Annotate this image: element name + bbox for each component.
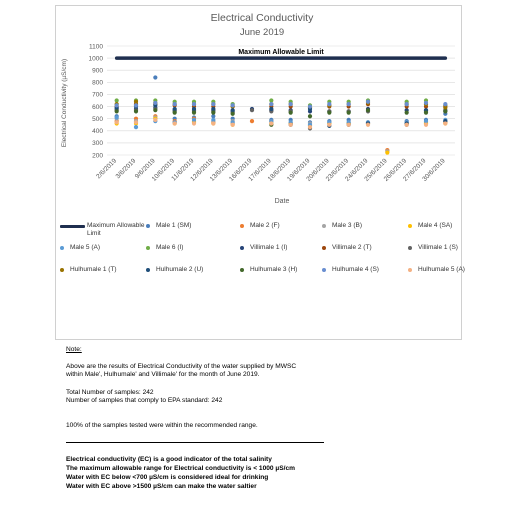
legend-label: Hulhumale 3 (H) <box>250 266 298 273</box>
legend-dot-marker <box>408 268 412 272</box>
data-point <box>173 107 177 111</box>
ec-info-line-2: The maximum allowable range for Electrical conductivity is < 1000 µS/cm <box>66 465 295 472</box>
note-intro-line-1: Above are the results of Electrical Conductivity of the water supplied by MWSC <box>66 363 297 370</box>
legend-label: Maximum Allowable Limit <box>87 222 145 237</box>
data-point <box>134 100 138 104</box>
ec-info-line-3: Water with EC below <700 µS/cm is considered ideal for drinking <box>66 474 269 481</box>
x-tick-labels <box>95 157 447 183</box>
data-point <box>347 102 351 106</box>
x-tick-label: 30/6/2019 <box>421 157 447 183</box>
data-point <box>308 114 312 118</box>
legend-dot-marker <box>240 246 244 250</box>
x-tick-label: 10/6/2019 <box>150 157 177 183</box>
data-point <box>211 102 215 106</box>
data-point <box>250 119 254 123</box>
x-tick-label: 23/6/2019 <box>324 157 351 183</box>
ec-info-line-1: Electrical conductivity (EC) is a good indicator of the total salinity <box>66 456 272 463</box>
data-point <box>424 119 428 123</box>
legend-dot-marker <box>60 246 64 250</box>
compliance-percentage: 100% of the samples tested were within the recommended range. <box>66 422 258 429</box>
data-point <box>269 107 273 111</box>
data-point <box>173 121 177 125</box>
data-point <box>231 103 235 107</box>
data-point <box>211 118 215 122</box>
divider <box>66 442 324 443</box>
data-point <box>269 102 273 106</box>
legend-label: Villimale 2 (T) <box>332 244 372 251</box>
data-point <box>327 102 331 106</box>
y-tick-label: 1000 <box>88 55 103 63</box>
limit-series <box>117 49 446 58</box>
x-tick-label: 18/6/2019 <box>266 157 293 183</box>
data-point <box>308 104 312 108</box>
data-point <box>289 111 293 115</box>
y-tick-label: 200 <box>92 152 103 160</box>
data-point <box>211 107 215 111</box>
x-tick-label: 3/6/2019 <box>114 157 138 181</box>
legend-dot-marker <box>146 246 150 250</box>
data-point <box>115 98 119 102</box>
legend-label: Male 5 (A) <box>70 244 100 251</box>
complying-samples: Number of samples that comply to EPA standard: 242 <box>66 397 223 404</box>
legend-label: Male 2 (F) <box>250 222 280 229</box>
data-point <box>289 123 293 127</box>
y-tick-label: 800 <box>92 79 103 87</box>
data-point <box>347 111 351 115</box>
legend-label: Villimale 1 (I) <box>250 244 288 251</box>
data-point <box>231 123 235 127</box>
legend-label: Male 6 (I) <box>156 244 184 251</box>
data-point <box>192 111 196 115</box>
data-point <box>327 111 331 115</box>
data-point <box>231 108 235 112</box>
data-point <box>269 121 273 125</box>
data-point <box>134 120 138 124</box>
data-point <box>443 106 447 110</box>
legend-dot-marker <box>146 268 150 272</box>
limit-label: Maximum Allowable Limit <box>238 49 324 57</box>
legend-dot-marker <box>322 268 326 272</box>
x-tick-label: 2/6/2019 <box>95 157 119 181</box>
data-point <box>173 111 177 115</box>
x-tick-label: 12/6/2019 <box>189 157 215 183</box>
data-point <box>424 123 428 127</box>
legend-dot-marker <box>240 224 244 228</box>
data-point <box>424 111 428 115</box>
x-tick-label: 26/6/2019 <box>382 157 409 183</box>
data-point <box>192 102 196 106</box>
legend-label: Hulhumale 5 (A) <box>418 266 465 273</box>
data-point <box>366 108 370 112</box>
x-tick-label: 24/6/2019 <box>344 157 370 183</box>
legend-label: Male 1 (SM) <box>156 222 192 229</box>
data-point <box>443 121 447 125</box>
legend-dot-marker <box>408 246 412 250</box>
data-point <box>424 101 428 105</box>
data-point <box>443 102 447 106</box>
legend-label: Hulhumale 1 (T) <box>70 266 117 273</box>
legend-dot-marker <box>146 224 150 228</box>
x-tick-label: 11/6/2019 <box>170 157 196 183</box>
y-tick-label: 500 <box>92 115 103 123</box>
note-heading: Note: <box>66 346 82 353</box>
legend-dot-marker <box>322 224 326 228</box>
y-axis-label: Electrical Conductivity (µS/cm) <box>61 58 68 148</box>
data-point <box>385 150 389 154</box>
data-point <box>211 111 215 115</box>
data-point <box>405 102 409 106</box>
data-point <box>405 123 409 127</box>
data-point <box>115 115 119 119</box>
y-tick-labels <box>89 43 104 159</box>
data-point <box>134 125 138 129</box>
legend-dot-marker <box>408 224 412 228</box>
data-point <box>366 100 370 104</box>
legend-dot-marker <box>322 246 326 250</box>
data-point <box>231 112 235 116</box>
x-axis-label: Date <box>274 198 290 205</box>
y-tick-label: 900 <box>92 67 103 75</box>
legend-label: Hulhumale 4 (S) <box>332 266 379 273</box>
legend-label: Villimale 1 (S) <box>418 244 458 251</box>
data-point <box>366 123 370 127</box>
grid-lines <box>107 46 455 155</box>
data-point <box>153 75 157 79</box>
data-point <box>153 108 157 112</box>
y-tick-label: 700 <box>92 91 103 99</box>
data-point <box>115 109 119 113</box>
data-point <box>173 102 177 106</box>
total-samples: Total Number of samples: 242 <box>66 389 154 396</box>
conductivity-chart <box>0 0 512 230</box>
data-point <box>192 118 196 122</box>
x-tick-label: 13/6/2019 <box>208 157 235 183</box>
legend-dot-marker <box>60 268 64 272</box>
x-tick-label: 25/6/2019 <box>363 157 389 183</box>
chart-subtitle: June 2019 <box>239 27 285 38</box>
legend-line-marker <box>60 225 85 228</box>
data-point <box>192 121 196 125</box>
data-point <box>250 108 254 112</box>
y-tick-label: 300 <box>92 140 103 148</box>
x-tick-label: 9/6/2019 <box>133 157 157 181</box>
legend-label: Male 3 (B) <box>332 222 362 229</box>
data-point <box>327 123 331 127</box>
legend-label: Male 4 (SA) <box>418 222 453 229</box>
legend-label: Hulhumale 2 (U) <box>156 266 204 273</box>
data-point <box>115 120 119 124</box>
note-intro-line-2: within Male', Hulhumale' and Villimale' for the month of June 2019. <box>66 371 260 378</box>
y-tick-label: 400 <box>92 128 103 136</box>
y-tick-label: 1100 <box>89 43 103 51</box>
x-tick-label: 20/6/2019 <box>305 157 331 183</box>
y-tick-label: 600 <box>92 103 103 111</box>
data-point <box>308 125 312 129</box>
data-point <box>153 101 157 105</box>
data-point <box>192 107 196 111</box>
ec-info-line-4: Water with EC above >1500 µS/cm can make the water saltier <box>66 483 257 490</box>
data-point <box>153 118 157 122</box>
data-point <box>115 103 119 107</box>
data-point <box>347 123 351 127</box>
data-point <box>134 103 138 107</box>
data-point <box>211 114 215 118</box>
x-tick-label: 19/6/2019 <box>286 157 312 183</box>
data-point <box>269 98 273 102</box>
x-tick-label: 27/6/2019 <box>402 157 428 183</box>
data-point <box>211 121 215 125</box>
legend-dot-marker <box>240 268 244 272</box>
chart-title: Electrical Conductivity <box>210 12 314 24</box>
data-point <box>443 109 447 113</box>
data-point <box>134 109 138 113</box>
data-point <box>289 102 293 106</box>
data-point <box>405 111 409 115</box>
x-tick-label: 17/6/2019 <box>247 157 273 183</box>
x-tick-label: 16/6/2019 <box>228 157 254 183</box>
